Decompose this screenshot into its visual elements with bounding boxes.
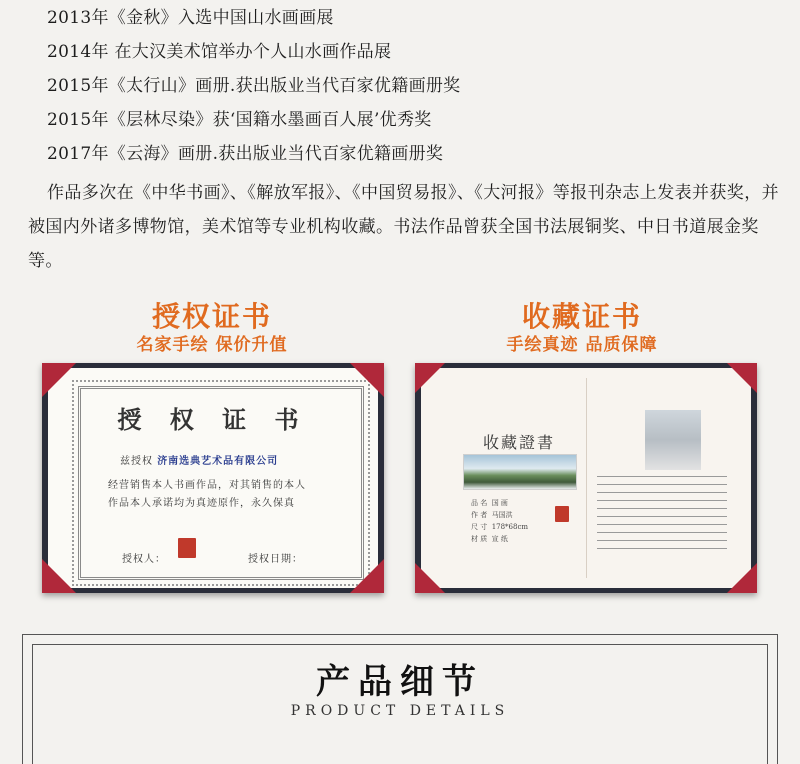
collection-certificate <box>415 363 757 593</box>
corner-ribbon <box>415 363 445 393</box>
granted-label: 兹授权 <box>120 456 153 467</box>
book-spine <box>586 378 587 578</box>
certificate-text-line: 作品本人承诺均为真迹原作，永久保真 <box>108 498 295 509</box>
corner-ribbon <box>42 363 76 397</box>
bio-line: 2015年《层林尽染》获‘国籍水墨画百人展’优秀奖 <box>47 110 432 130</box>
authorization-heading <box>82 300 342 356</box>
certificate-grant-line <box>120 452 278 467</box>
corner-ribbon <box>350 559 384 593</box>
artist-photo <box>645 410 701 470</box>
signer-label: 授权人： <box>122 554 166 565</box>
collection-doc-title: 收藏證書 <box>483 433 556 452</box>
authorization-subtitle: 名家手绘 保价升值 <box>136 335 288 355</box>
section-subtitle: PRODUCT DETAILS <box>290 703 510 719</box>
corner-ribbon <box>727 563 757 593</box>
frame-line <box>22 634 778 635</box>
red-seal <box>178 538 196 558</box>
company-name: 济南选典艺术品有限公司 <box>157 456 279 467</box>
info-row: 品 名 国 画 <box>471 499 508 507</box>
red-seal <box>555 506 569 522</box>
certificate-paper <box>421 368 751 588</box>
section-title: 产品细节 <box>316 662 484 702</box>
date-label: 授权日期： <box>248 554 303 565</box>
certificate-paper <box>48 368 378 588</box>
info-row: 尺 寸 178*68cm <box>471 523 529 531</box>
certificate-doc-title: 授 权 证 书 <box>117 405 309 434</box>
certificate-text-line: 经营销售本人书画作品，对其销售的本人 <box>108 480 306 491</box>
collection-title: 收藏证书 <box>521 300 642 333</box>
info-row: 材 质 宣 纸 <box>471 535 508 543</box>
corner-ribbon <box>350 363 384 397</box>
info-row: 作 者 马国洪 <box>471 511 513 519</box>
landscape-painting <box>463 454 577 490</box>
artist-bio-text <box>597 476 727 556</box>
authorization-certificate <box>42 363 384 593</box>
bio-line: 2015年《太行山》画册.获出版业当代百家优籍画册奖 <box>47 76 461 96</box>
bio-line: 2014年 在大汉美术馆举办个人山水画作品展 <box>47 42 392 62</box>
authorization-title: 授权证书 <box>151 300 272 333</box>
bio-line: 2017年《云海》画册.获出版业当代百家优籍画册奖 <box>47 144 444 164</box>
frame-line <box>32 644 768 645</box>
bio-paragraph: 作品多次在《中华书画》、《解放军报》、《中国贸易报》、《大河报》等报刊杂志上发表并获奖，并被国内外诸多博物馆，美术馆等专业机构收藏。书法作品曾获全国书法展铜奖、中日书道展金奖等。 <box>28 183 779 271</box>
corner-ribbon <box>727 363 757 393</box>
corner-ribbon <box>415 563 445 593</box>
collection-subtitle: 手绘真迹 品质保障 <box>506 335 658 355</box>
corner-ribbon <box>42 559 76 593</box>
collection-heading <box>452 300 712 356</box>
bio-line: 2013年《金秋》入选中国山水画画展 <box>47 8 334 28</box>
